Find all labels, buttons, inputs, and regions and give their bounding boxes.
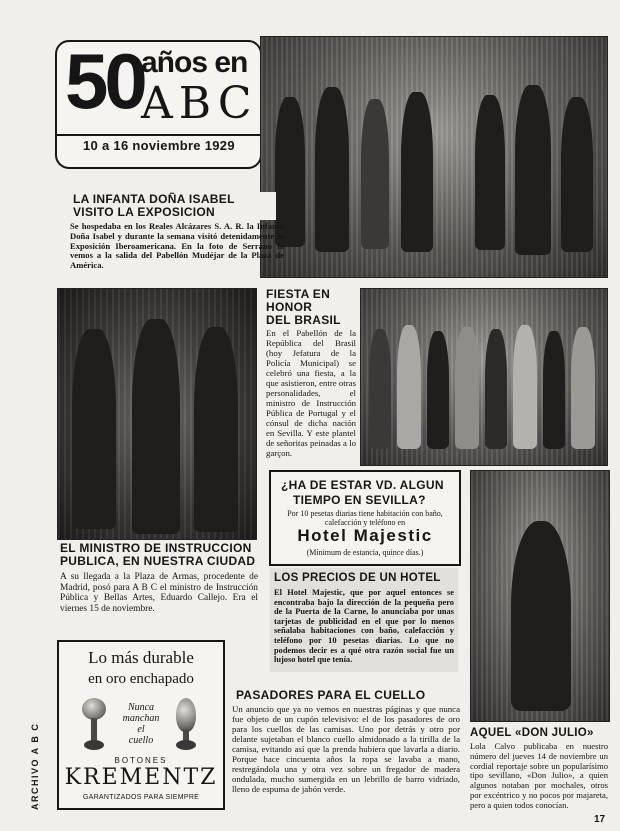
- krementz-tag-4: cuello: [128, 735, 154, 746]
- figure: [455, 327, 479, 449]
- ad-majestic-line-4: (Mínimum de estancia, quince días.): [306, 548, 424, 557]
- figure: [361, 99, 389, 249]
- krementz-botones: BOTONES: [114, 756, 168, 765]
- infanta-body: Se hospedaba en los Reales Alcázares S. A. R. la Infanta Doña Isabel y durante la semana visitó detenidamente la Exposición Iberoamericana. En la foto de Serrano la vemos a la salida del Pabellón Mudéjar de la Plaza de América.: [70, 221, 284, 271]
- ad-majestic-line-1: ¿HA DE ESTAR VD. ALGUN: [281, 478, 444, 492]
- krementz-tagline: [111, 702, 171, 746]
- infanta-headline-line-1: LA INFANTA DOÑA ISABEL: [73, 192, 235, 206]
- krementz-brand: KREMENTZ: [64, 765, 218, 790]
- collar-button-left-icon: [81, 698, 107, 754]
- ministro-headline-line-1: EL MINISTRO DE INSTRUCCION: [60, 541, 252, 555]
- figure: [485, 329, 507, 449]
- figure: [369, 329, 391, 449]
- brasil-headline-line-2: HONOR: [266, 300, 313, 314]
- brasil-headline-line-3: DEL BRASIL: [266, 313, 341, 327]
- photo-fiesta-brasil: [360, 288, 608, 466]
- precios-block: [270, 568, 458, 672]
- figure: [72, 329, 116, 529]
- figure: [401, 92, 433, 252]
- masthead-divider: [57, 134, 260, 136]
- photo-don-julio: [470, 470, 610, 722]
- figure: [561, 97, 593, 252]
- masthead-dates: 10 a 16 noviembre 1929: [83, 138, 235, 153]
- masthead-number: 50: [65, 37, 144, 125]
- precios-headline: LOS PRECIOS DE UN HOTEL: [274, 572, 441, 584]
- ministro-body: A su llegada a la Plaza de Armas, procedente de Madrid, posó para A B C el ministro de Instrucción Pública y Bellas Artes, Eduardo Callejo. Era el viernes 15 de noviembre.: [60, 572, 258, 614]
- krementz-line-2: en oro enchapado: [88, 671, 194, 687]
- masthead-abc: ABC: [141, 78, 258, 129]
- photo-infanta-isabel: [260, 36, 608, 278]
- figure: [397, 325, 421, 449]
- figure: [194, 327, 238, 532]
- collar-button-right-icon: [173, 698, 199, 754]
- don-julio-headline: AQUEL «DON JULIO»: [470, 727, 594, 739]
- archive-side-label: ARCHIVO A B C: [30, 722, 40, 810]
- krementz-line-1: Lo más durable: [88, 648, 194, 667]
- krementz-guarantee: GARANTIZADOS PARA SIEMPRE: [82, 794, 200, 801]
- krementz-tag-1: Nunca: [127, 702, 155, 713]
- pasadores-headline: PASADORES PARA EL CUELLO: [236, 688, 426, 702]
- ad-krementz: [57, 640, 225, 810]
- ad-majestic-line-2: TIEMPO EN SEVILLA?: [293, 493, 426, 507]
- brasil-headline-line-1: FIESTA EN: [266, 287, 331, 301]
- photo-ministro: [57, 288, 257, 540]
- figure: [315, 87, 349, 252]
- figure: [515, 85, 551, 255]
- figure: [427, 331, 449, 449]
- infanta-headline-line-2: VISITO LA EXPOSICION: [73, 205, 216, 219]
- brasil-body: En el Pabellón de la República del Brasil (hoy Jefatura de la Policía Municipal) se celebró una fiesta, a la que asistieron, entre otras personalidades, el ministro de Instrucción Pública de Portugal y el cónsul de dicha nación en Sevilla. Y este plantel de señoritas peinadas a lo garçon.: [266, 328, 356, 458]
- figure: [511, 521, 571, 711]
- krementz-tag-3: el: [137, 724, 145, 735]
- masthead-box: [55, 37, 262, 169]
- ministro-headline-line-2: PUBLICA, EN NUESTRA CIUDAD: [60, 554, 256, 568]
- figure: [543, 331, 565, 449]
- page-number: 17: [594, 814, 606, 825]
- precios-body: El Hotel Majestic, que por aquel entonces se encontraba bajo la dirección de la pequeña pero de la Puerta de la Carne, lo anunciaba por unas tarjetas de publicidad en el que por lo menos señalaba habitaciones con baño, calefacción y teléfono por 10 pesetas diarias. Lo que no podemos decir es a qué otra razón social fue un lujoso hotel que tenía.: [274, 588, 454, 665]
- pasadores-body: Un anuncio que ya no vemos en nuestras páginas y que nunca fue objeto de un cupón televisivo: el de los pasadores de oro para los cuellos de las camisas. Uno por detrás y otro por delante sujetaban el blanco cuello almidonado a la tirilla de la camisa, evitando así que la prenda hubiera que lavarla a diario. Porque hace cincuenta años la ropa se lavaba a mano, restregándola una y otra vez sobre un fregador de madera ondulada, mucho sumergida en un lebrillo de barro vidriado, lleno de espuma de jabón verde.: [232, 704, 460, 794]
- don-julio-body: Lola Calvo publicaba en nuestro número del jueves 14 de noviembre un cordial reportaje sobre un popularísimo tipo sevillano, «Don Julio», a quien algunos notaban por mochales, otros por excéntrico y no pocos por majareta, pero a quien todos conocían.: [470, 741, 608, 810]
- figure: [475, 95, 505, 250]
- ad-hotel-majestic: [269, 470, 461, 566]
- infanta-headline: [70, 192, 276, 220]
- ad-majestic-line-3: Por 10 pesetas diarias tiene habitación con baño, calefacción y teléfono en: [287, 509, 443, 527]
- figure: [513, 325, 537, 449]
- figure: [132, 319, 180, 534]
- masthead-anos-en: años en: [141, 46, 248, 79]
- ministro-headline: [60, 542, 260, 568]
- brasil-headline: [266, 288, 356, 327]
- ad-majestic-hotel: Hotel Majestic: [297, 526, 433, 545]
- figure: [571, 327, 595, 449]
- krementz-tag-2: manchan: [122, 713, 160, 724]
